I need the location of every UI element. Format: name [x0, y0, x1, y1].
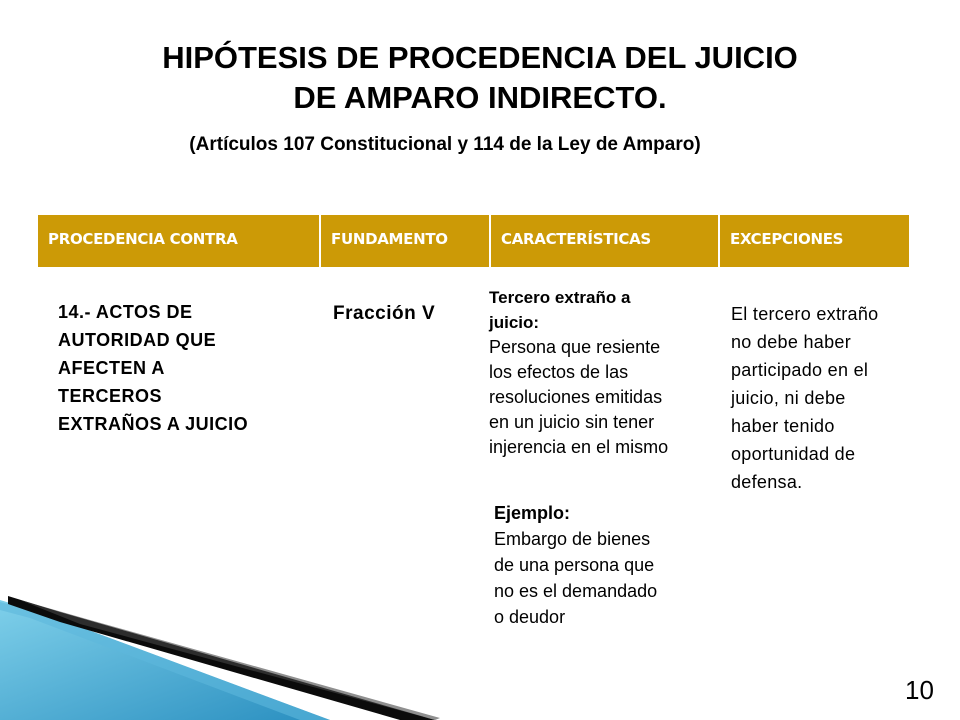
- definition-line: injerencia en el mismo: [489, 437, 669, 457]
- decorative-swoosh: [0, 560, 440, 720]
- ejemplo-block: [494, 500, 724, 630]
- procedencia-line: TERCEROS: [58, 386, 163, 406]
- procedencia-cell: [58, 298, 318, 438]
- excepciones-line: defensa.: [731, 472, 803, 492]
- term-line: juicio:: [489, 313, 540, 332]
- title-line-2: DE AMPARO INDIRECTO.: [293, 80, 667, 115]
- definition-line: Persona que resiente: [489, 337, 661, 357]
- procedencia-line: 14.- ACTOS DE: [58, 302, 193, 322]
- fundamento-cell: Fracción V: [333, 303, 436, 324]
- excepciones-line: El tercero extraño: [731, 304, 879, 324]
- ejemplo-line: de una persona que: [494, 555, 655, 575]
- ejemplo-line: no es el demandado: [494, 581, 658, 601]
- procedencia-line: AFECTEN A: [58, 358, 165, 378]
- definition-line: resoluciones emitidas: [489, 387, 663, 407]
- page-number: 10: [905, 675, 934, 705]
- ejemplo-label: Ejemplo:: [494, 503, 571, 523]
- term-line: Tercero extraño a: [489, 288, 631, 307]
- excepciones-line: no debe haber: [731, 332, 852, 352]
- header-excepciones: EXCEPCIONES: [730, 230, 844, 248]
- header-fundamento: FUNDAMENTO: [321, 215, 491, 267]
- caracteristicas-cell: [489, 285, 721, 460]
- excepciones-line: juicio, ni debe: [731, 388, 846, 408]
- excepciones-cell: [731, 300, 931, 496]
- procedencia-line: AUTORIDAD QUE: [58, 330, 217, 350]
- ejemplo-line: Embargo de bienes: [494, 529, 651, 549]
- header-procedencia-contra: PROCEDENCIA CONTRA: [38, 215, 321, 267]
- title-line-1: HIPÓTESIS DE PROCEDENCIA DEL JUICIO: [162, 40, 798, 75]
- definition-line: los efectos de las: [489, 362, 629, 382]
- header-caracteristicas: CARACTERÍSTICAS: [491, 215, 720, 267]
- excepciones-line: oportunidad de: [731, 444, 856, 464]
- excepciones-line: participado en el: [731, 360, 869, 380]
- subtitle: (Artículos 107 Constitucional y 114 de la Ley de Amparo): [189, 134, 701, 155]
- page-title: [0, 38, 960, 118]
- excepciones-line: haber tenido: [731, 416, 835, 436]
- definition-line: en un juicio sin tener: [489, 412, 655, 432]
- ejemplo-line: o deudor: [494, 607, 566, 627]
- procedencia-line: EXTRAÑOS A JUICIO: [58, 414, 249, 434]
- table-header-row: [38, 215, 909, 267]
